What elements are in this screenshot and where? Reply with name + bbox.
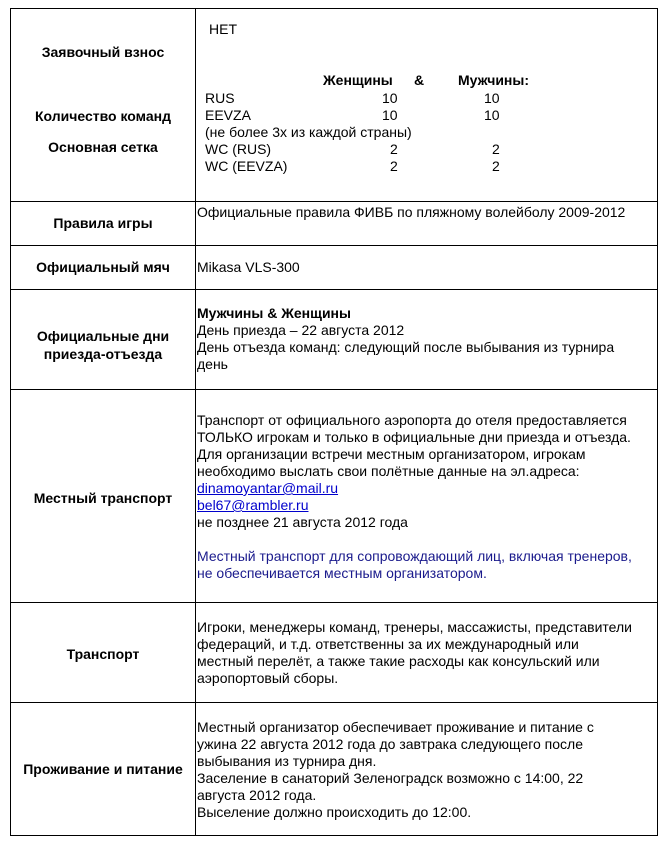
team-row-men: 2 (492, 141, 500, 157)
row-ball (11, 246, 658, 290)
fee-label: Заявочный взнос (41, 44, 165, 60)
accommodation-line: Выселение должно происходить до 12:00. (197, 804, 472, 820)
row-transport (11, 603, 658, 703)
amp-header: & (414, 72, 425, 88)
transport-line: аэропортовый сборы. (197, 670, 339, 686)
transport-line: местный перелёт, а также такие расходы как консульский или (197, 653, 600, 669)
departure-line-cont: день (197, 356, 228, 372)
fee-value: НЕТ (209, 21, 237, 37)
local-transport-label: Местный транспорт (33, 490, 173, 506)
arrival-line: День приезда – 22 августа 2012 (197, 322, 405, 338)
row-local-transport (11, 390, 658, 603)
team-row-men: 10 (484, 90, 500, 106)
team-row-women: 2 (390, 158, 398, 174)
team-row-note: (не более 3х из каждой страны) (205, 124, 412, 140)
departure-line: День отъезда команд: следующий после выбывания из турнира (197, 339, 615, 355)
accommodation-line: ужина 22 августа 2012 года до завтрака следующего после (197, 736, 584, 752)
row-arrival (11, 290, 658, 390)
info-table (10, 8, 658, 836)
team-row-women: 10 (382, 90, 398, 106)
team-row-men: 10 (484, 107, 500, 123)
row-accommodation (11, 703, 658, 836)
arrival-label-line1: Официальные дни (36, 328, 170, 344)
escort-note-line: Местный транспорт для сопровождающий лиц, включая тренеров, (197, 548, 632, 564)
arrival-heading: Мужчины & Женщины (197, 305, 351, 321)
label-cell (11, 9, 196, 202)
email-link-bel67[interactable]: bel67@rambler.ru (197, 497, 309, 513)
team-row-men: 2 (492, 158, 500, 174)
value-cell (196, 9, 658, 202)
team-row-name: RUS (205, 90, 235, 106)
ball-value: Mikasa VLS-300 (197, 259, 300, 275)
transport-line: Игроки, менеджеры команд, тренеры, массажисты, представители (197, 619, 632, 635)
arrival-label-line2: приезда-отъезда (43, 346, 163, 362)
rules-label: Правила игры (53, 215, 153, 231)
team-row-women: 10 (382, 107, 398, 123)
local-transport-line: Для организации встречи местным организатором, игрокам (197, 446, 586, 462)
main-draw-label: Основная сетка (48, 139, 158, 155)
team-row-name: EEVZA (205, 107, 251, 123)
row-fee-teams (11, 9, 658, 202)
transport-line: федераций, и т.д. ответственны за их международный или (197, 636, 579, 652)
accommodation-label: Проживание и питание (23, 761, 183, 777)
escort-note-line: не обеспечивается местным организатором. (197, 565, 487, 581)
accommodation-line: Местный организатор обеспечивает проживание и питание с (197, 719, 594, 735)
accommodation-line: выбывания из турнира дня. (197, 753, 377, 769)
accommodation-line: августа 2012 года. (197, 787, 317, 803)
rules-value: Официальные правила ФИВБ по пляжному волейболу 2009-2012 (197, 204, 626, 220)
local-transport-line: Транспорт от официального аэропорта до отеля предоставляется (197, 412, 627, 428)
men-header: Мужчины: (458, 72, 530, 88)
transport-label: Транспорт (66, 646, 140, 662)
ball-label: Официальный мяч (36, 259, 170, 275)
accommodation-line: Заселение в санаторий Зеленоградск возможно с 14:00, 22 (197, 770, 584, 786)
women-header: Женщины (323, 72, 393, 88)
team-row-name: WC (EEVZA) (205, 158, 288, 174)
deadline-line: не позднее 21 августа 2012 года (197, 514, 408, 530)
teams-count-label: Количество команд (35, 108, 171, 124)
team-row-name: WC (RUS) (205, 141, 272, 157)
local-transport-line: необходимо выслать свои полётные данные на эл.адреса: (197, 463, 580, 479)
team-row-women: 2 (390, 141, 398, 157)
row-rules (11, 202, 658, 246)
local-transport-line: ТОЛЬКО игрокам и только в официальные дни приезда и отъезда. (197, 429, 631, 445)
email-link-dinamoyantar[interactable]: dinamoyantar@mail.ru (197, 480, 339, 496)
